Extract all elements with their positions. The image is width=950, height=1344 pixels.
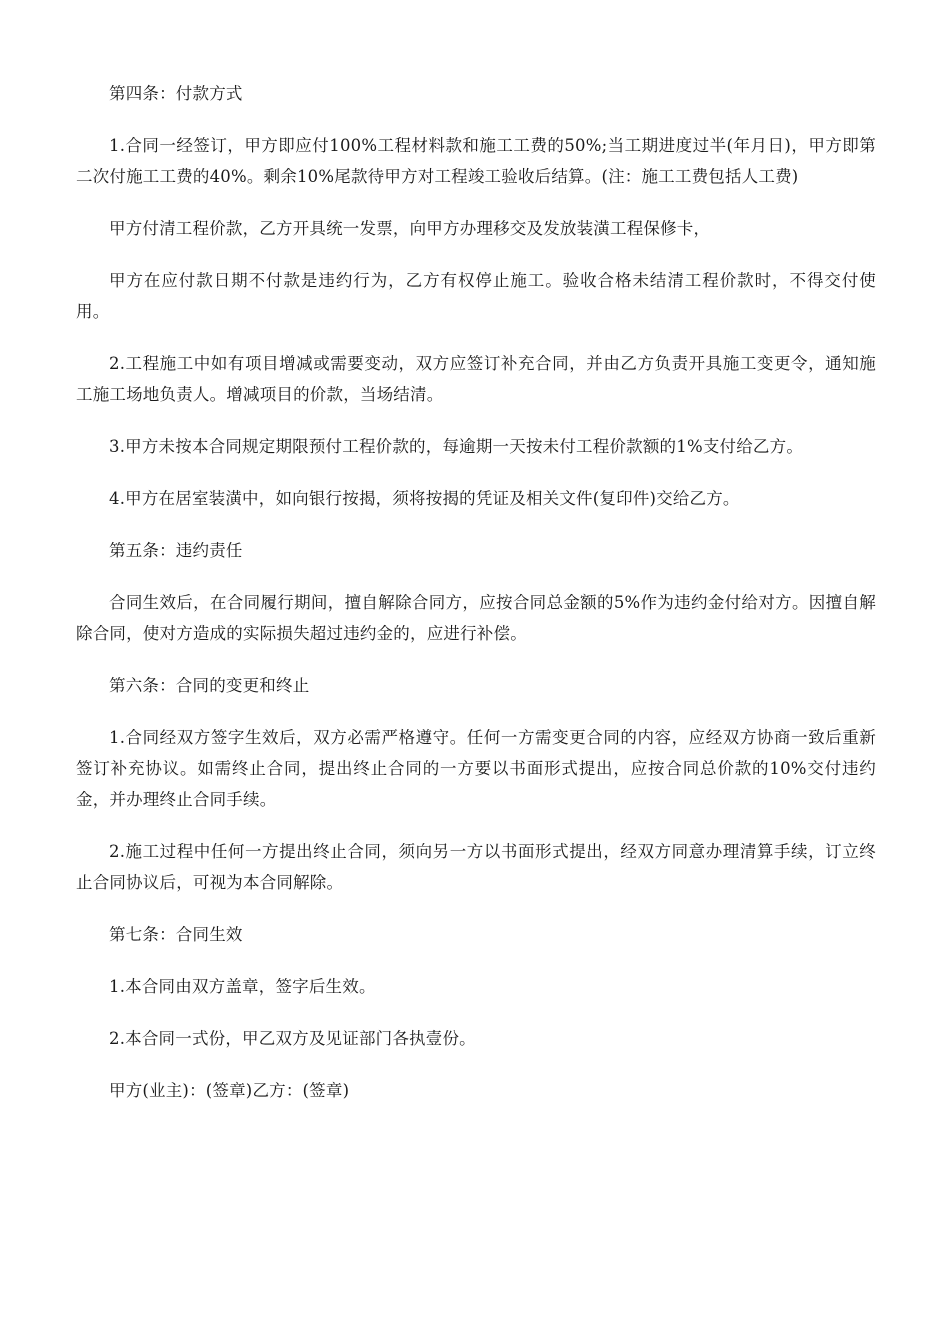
section-heading-article-6: 第六条：合同的变更和终止	[109, 676, 310, 695]
signature-line: 甲方(业主)：(签章)乙方：(签章)	[109, 1081, 350, 1100]
paragraph-effective-on-signing: 1.本合同由双方盖章，签字后生效。	[109, 977, 376, 996]
paragraph-change-order: 2.工程施工中如有项目增减或需要变动，双方应签订补充合同，并由乙方负责开具施工变更令，通知施工施工场地负责人。增减项目的价款，当场结清。	[76, 354, 876, 404]
section-heading-article-4: 第四条：付款方式	[109, 84, 243, 103]
paragraph-late-payment-breach: 甲方在应付款日期不付款是违约行为，乙方有权停止施工。验收合格未结清工程价款时，不得交付使用。	[76, 271, 876, 321]
paragraph-breach-liability: 合同生效后，在合同履行期间，擅自解除合同方，应按合同总金额的5%作为违约金付给对方。因擅自解除合同，使对方造成的实际损失超过违约金的，应进行补偿。	[76, 593, 876, 643]
paragraph-invoice-warranty: 甲方付清工程价款，乙方开具统一发票，向甲方办理移交及发放装潢工程保修卡，	[109, 219, 711, 238]
paragraph-payment-schedule: 1.合同一经签订，甲方即应付100%工程材料款和施工工费的50%;当工期进度过半(年月日)，甲方即第二次付施工工费的40%。剩余10%尾款待甲方对工程竣工验收后结算。(注：施工工费包括人工费)	[76, 136, 876, 186]
document-body	[76, 78, 876, 1127]
section-heading-article-7: 第七条：合同生效	[109, 925, 243, 944]
paragraph-termination-during-construction: 2.施工过程中任何一方提出终止合同，须向另一方以书面形式提出，经双方同意办理清算手续，订立终止合同协议后，可视为本合同解除。	[76, 842, 876, 892]
paragraph-contract-modification: 1.合同经双方签字生效后，双方必需严格遵守。任何一方需变更合同的内容，应经双方协商一致后重新签订补充协议。如需终止合同，提出终止合同的一方要以书面形式提出，应按合同总价款的10%交付违约金，并办理终止合同手续。	[76, 728, 876, 809]
paragraph-mortgage-documents: 4.甲方在居室装潢中，如向银行按揭，须将按揭的凭证及相关文件(复印件)交给乙方。	[109, 489, 740, 508]
section-heading-article-5: 第五条：违约责任	[109, 541, 243, 560]
paragraph-copies: 2.本合同一式份，甲乙双方及见证部门各执壹份。	[109, 1029, 476, 1048]
paragraph-overdue-penalty: 3.甲方未按本合同规定期限预付工程价款的，每逾期一天按未付工程价款额的1%支付给乙方。	[109, 437, 804, 456]
